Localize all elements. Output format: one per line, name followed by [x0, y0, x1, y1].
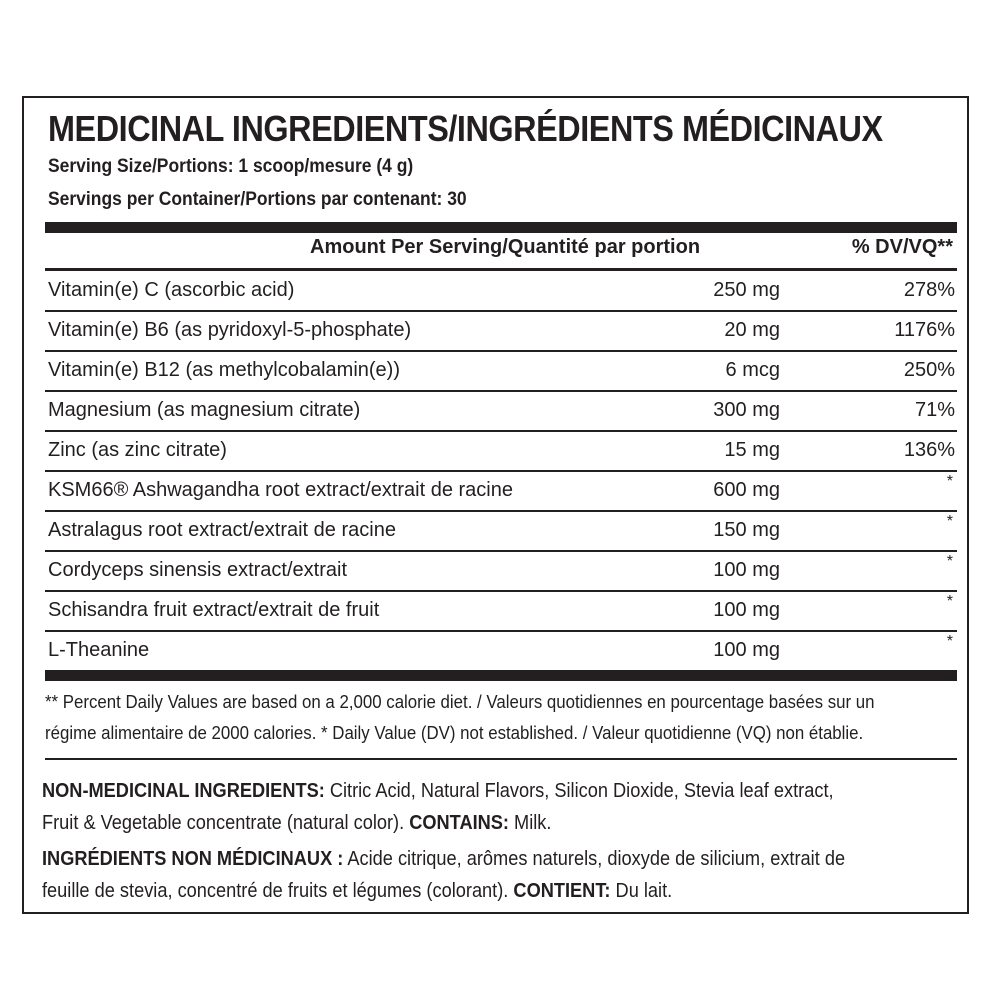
footnote-line-1: ** Percent Daily Values are based on a 2,000 calorie diet. / Valeurs quotidiennes en pourcentage basées sur un — [45, 691, 875, 712]
non-medicinal-fr-text-2: feuille de stevia, concentré de fruits et légumes (colorant). — [42, 880, 514, 902]
ingredient-name: Astralagus root extract/extrait de racine — [48, 519, 396, 541]
ingredient-name: Cordyceps sinensis extract/extrait — [48, 559, 348, 581]
ingredient-name: Zinc (as zinc citrate) — [48, 439, 227, 461]
table-row — [45, 351, 957, 389]
ingredient-dv: * — [946, 473, 953, 490]
table-row — [45, 511, 957, 549]
non-medicinal-text-2: Fruit & Vegetable concentrate (natural color). — [42, 812, 410, 834]
ingredient-amount: 600 mg — [713, 479, 780, 501]
non-medicinal-ingredients-fr — [42, 843, 961, 907]
bottom-thick-rule — [45, 670, 957, 681]
ingredient-amount: 300 mg — [713, 399, 780, 421]
dv-header: % DV/VQ** — [851, 236, 953, 258]
ingredient-dv: 71% — [914, 399, 955, 421]
table-row — [45, 271, 957, 309]
ingredient-name: Vitamin(e) B6 (as pyridoxyl-5-phosphate) — [48, 319, 412, 341]
table-row — [45, 311, 957, 349]
panel-title: MEDICINAL INGREDIENTS/INGRÉDIENTS MÉDICINAUX — [48, 108, 883, 149]
non-medicinal-label: NON-MEDICINAL INGREDIENTS: — [42, 780, 325, 802]
table-row — [45, 431, 957, 469]
footnote — [45, 686, 957, 748]
ingredient-dv: * — [946, 513, 953, 530]
contains-label: CONTAINS: — [409, 812, 509, 834]
ingredient-amount: 6 mcg — [725, 359, 780, 381]
ingredient-dv: * — [946, 633, 953, 650]
ingredient-amount: 100 mg — [713, 559, 780, 581]
contient-text: Du lait. — [610, 880, 673, 902]
ingredient-name: L-Theanine — [48, 639, 150, 661]
footnote-line-2: régime alimentaire de 2000 calories. * Daily Value (DV) not established. / Valeur quotidienne (VQ) non établie. — [45, 722, 864, 743]
ingredient-name: Schisandra fruit extract/extrait de fruit — [48, 599, 380, 621]
ingredient-amount: 250 mg — [713, 279, 780, 301]
ingredient-amount: 150 mg — [713, 519, 780, 541]
ingredient-amount: 100 mg — [713, 639, 780, 661]
contains-text: Milk. — [508, 812, 552, 834]
ingredient-dv: 250% — [903, 359, 955, 381]
non-medicinal-fr-text-1: Acide citrique, arômes naturels, dioxyde de silicium, extrait de — [343, 848, 846, 870]
ingredient-amount: 15 mg — [724, 439, 780, 461]
table-row — [45, 591, 957, 629]
servings-per-container: Servings per Container/Portions par contenant: 30 — [48, 189, 467, 210]
ingredient-dv: * — [946, 593, 953, 610]
ingredient-dv: 1176% — [894, 319, 955, 341]
ingredient-dv: 278% — [903, 279, 955, 301]
table-row — [45, 471, 957, 509]
contient-label: CONTIENT: — [513, 880, 611, 902]
amount-header: Amount Per Serving/Quantité par portion — [310, 236, 701, 258]
non-medicinal-text-1: Citric Acid, Natural Flavors, Silicon Dioxide, Stevia leaf extract, — [324, 780, 834, 802]
table-row — [45, 551, 957, 589]
table-row — [45, 631, 957, 669]
ingredient-amount: 100 mg — [713, 599, 780, 621]
table-row — [45, 391, 957, 429]
ingredient-name: Vitamin(e) C (ascorbic acid) — [48, 279, 295, 301]
ingredient-dv: 136% — [903, 439, 955, 461]
ingredient-name: KSM66® Ashwagandha root extract/extrait de racine — [48, 479, 513, 501]
ingredient-dv: * — [946, 553, 953, 570]
non-medicinal-fr-label: INGRÉDIENTS NON MÉDICINAUX : — [42, 848, 344, 870]
ingredient-name: Vitamin(e) B12 (as methylcobalamin(e)) — [48, 359, 400, 381]
footnote-rule — [45, 758, 957, 760]
serving-size: Serving Size/Portions: 1 scoop/mesure (4 g) — [48, 156, 414, 177]
top-thick-rule — [45, 222, 957, 233]
supplement-facts-panel — [22, 96, 969, 914]
non-medicinal-ingredients — [42, 775, 961, 839]
ingredient-name: Magnesium (as magnesium citrate) — [48, 399, 361, 421]
ingredient-amount: 20 mg — [724, 319, 780, 341]
